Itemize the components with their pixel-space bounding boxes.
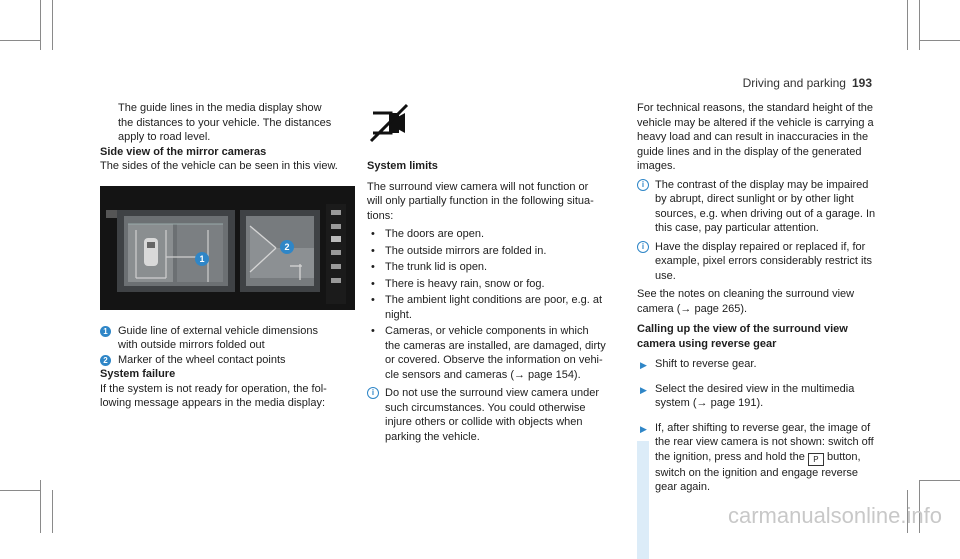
text-line: by abrupt, direct sunlight or by other light <box>655 193 854 205</box>
text-line: will only partially function in the following situa- <box>367 195 594 207</box>
arrow-right-icon: ▶ <box>640 360 647 370</box>
crop-mark <box>0 490 40 491</box>
text-line: use. <box>655 269 676 282</box>
info-note <box>367 386 625 444</box>
text-line: See the notes on cleaning the surround view <box>637 288 855 300</box>
list-item <box>367 277 625 292</box>
info-icon: i <box>637 179 649 191</box>
crop-mark <box>40 480 41 533</box>
text-line: this case, pay particular attention. <box>655 222 819 234</box>
crop-mark <box>919 0 920 50</box>
text-line: the distances to your vehicle. The distances <box>118 116 332 129</box>
text-line: • The doors are open. <box>385 228 485 240</box>
page-reference-link[interactable]: system (→ page 191). <box>655 397 764 409</box>
text-line: • There is heavy rain, snow or fog. <box>385 277 545 290</box>
page-reference-link[interactable]: camera (→ page 265). <box>637 302 748 315</box>
parking-camera-button-icon: P <box>808 453 824 466</box>
list-item <box>367 293 625 322</box>
page-number: 193 <box>851 76 872 90</box>
crop-mark <box>0 40 40 41</box>
text-line: lowing message appears in the media display: <box>100 397 326 409</box>
list-item <box>367 227 625 242</box>
side-view-text: The sides of the vehicle can be seen in this view. <box>100 160 338 172</box>
text-line: tions: <box>367 209 394 222</box>
text-line: • The outside mirrors are folded in. <box>385 244 547 257</box>
calling-up-heading: Calling up the view of the surround view <box>637 323 848 335</box>
arrow-right-icon: ▶ <box>640 384 647 395</box>
text-line: Guide line of external vehicle dimensions <box>118 324 318 337</box>
crop-mark <box>52 490 53 533</box>
info-icon: i <box>637 241 649 253</box>
text-line: parking the vehicle. <box>385 430 480 443</box>
list-item <box>367 244 625 259</box>
text-line: the rear view camera is not shown: switch off <box>655 436 874 448</box>
camera-display-illustration <box>100 186 355 310</box>
steps-list <box>637 355 907 503</box>
text-line: Shift to reverse gear. <box>655 358 757 370</box>
callout-2-marker: 2 <box>280 240 294 254</box>
crop-mark <box>52 0 53 50</box>
text-line <box>655 450 907 466</box>
text-line: The surround view camera will not function or <box>367 180 589 193</box>
system-failure-heading: System failure <box>100 368 176 380</box>
text-line: guide lines and in the display of the generated <box>637 145 862 158</box>
text-fragment: the ignition, press and hold the <box>655 450 805 463</box>
legend-item <box>100 353 355 368</box>
text-line: The contrast of the display may be impaired <box>655 178 869 191</box>
text-line: gear again. <box>655 481 711 493</box>
text-line: night. <box>385 308 412 321</box>
column-1 <box>100 101 355 411</box>
text-line: • The ambient light conditions are poor, e.g. at <box>385 294 603 306</box>
legend-item <box>100 324 355 353</box>
text-line: If, after shifting to reverse gear, the image of <box>655 421 871 434</box>
text-line: with outside mirrors folded out <box>118 339 265 351</box>
text-fragment: button, <box>826 450 861 463</box>
arrow-right-icon: ▶ <box>640 423 647 434</box>
text-line: injure others or collide with objects when <box>385 416 583 428</box>
text-line: For technical reasons, the standard height of the <box>637 102 874 114</box>
text-line: sources, e.g. when driving out of a garage. In <box>655 207 876 220</box>
side-view-heading: Side view of the mirror cameras <box>100 145 267 158</box>
step-item <box>637 419 907 503</box>
side-view-camera-image <box>100 186 355 310</box>
info-note <box>637 240 907 284</box>
callout-1-badge: 1 <box>100 326 111 337</box>
page-header <box>743 76 872 90</box>
crop-mark <box>920 480 960 481</box>
text-line: • Cameras, or vehicle components in which <box>385 325 589 337</box>
step-item <box>637 355 907 380</box>
text-line: or covered. Observe the information on vehi- <box>385 354 603 366</box>
text-line: heavy load and can result in inaccuracies in the <box>637 131 869 143</box>
limits-list <box>367 227 625 382</box>
step-item <box>637 380 907 419</box>
callout-2-badge: 2 <box>100 355 111 366</box>
crop-mark <box>907 0 908 50</box>
crop-mark <box>920 40 960 41</box>
info-note <box>637 178 907 236</box>
column-3 <box>637 101 907 503</box>
list-item <box>367 324 625 382</box>
crop-mark <box>40 0 41 50</box>
text-line: Have the display repaired or replaced if, for <box>655 240 866 253</box>
text-line: Do not use the surround view camera under <box>385 387 600 399</box>
text-line: such circumstances. You could otherwise <box>385 401 586 414</box>
watermark: carmanualsonline.info <box>727 503 942 528</box>
text-line: example, pixel errors considerably restrict its <box>655 255 873 267</box>
list-item <box>367 260 625 275</box>
camera-off-icon <box>367 101 625 145</box>
info-icon: i <box>367 387 379 399</box>
system-limits-heading: System limits <box>367 160 438 172</box>
callout-1-marker: 1 <box>195 252 209 266</box>
section-title: Driving and parking <box>742 76 846 90</box>
text-line: Marker of the wheel contact points <box>118 353 286 366</box>
text-line: • The trunk lid is open. <box>385 261 488 273</box>
text-line: vehicle may be altered if the vehicle is carrying a <box>637 116 874 129</box>
text-line: images. <box>637 160 676 172</box>
column-2 <box>367 101 625 448</box>
text-line: apply to road level. <box>118 131 211 143</box>
page-reference-link[interactable]: cle sensors and cameras (→ page 154). <box>385 368 581 381</box>
text-line: Select the desired view in the multimedia <box>655 382 855 395</box>
text-line: If the system is not ready for operation, the fol- <box>100 382 327 395</box>
intro-paragraph <box>100 101 355 145</box>
text-line: The guide lines in the media display show <box>118 102 322 114</box>
text-line: switch on the ignition and engage reverse <box>655 466 859 479</box>
calling-up-heading-line2: camera using reverse gear <box>637 337 777 350</box>
text-line: the cameras are installed, are damaged, dirty <box>385 339 606 352</box>
